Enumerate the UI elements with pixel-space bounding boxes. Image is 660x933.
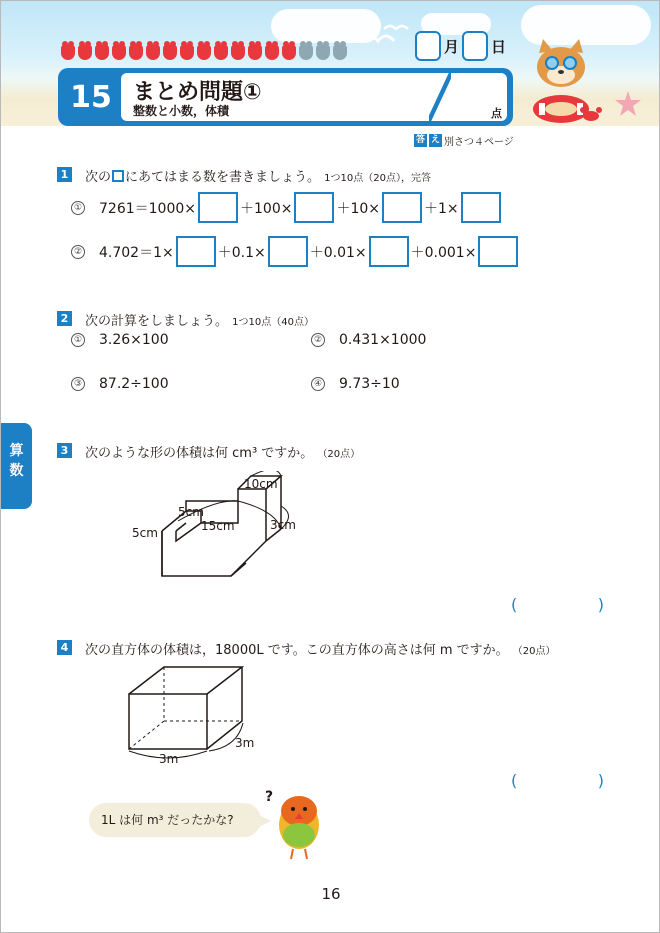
day-box[interactable] <box>462 31 488 61</box>
paren-close: ) <box>597 771 604 790</box>
q2-item-2 <box>311 332 426 348</box>
q1-2-term3: ＋0.001× <box>410 244 477 261</box>
q1-2-expr: 4.702＝1× <box>99 244 174 261</box>
progress-heart-icon <box>163 45 177 60</box>
hint-text: 1L は何 m³ だったかな? <box>101 813 234 827</box>
q3-label-10cm: 10cm <box>244 477 278 491</box>
q4-cuboid-figure <box>119 661 269 766</box>
q1-text <box>85 166 431 185</box>
date-field[interactable] <box>415 31 509 61</box>
score-divider <box>429 73 451 121</box>
progress-heart-icon <box>299 45 313 60</box>
q1-number: 1 <box>57 167 72 182</box>
answer-box[interactable] <box>176 236 216 267</box>
q3-answer-field[interactable] <box>511 595 604 614</box>
q1-1-expr: 7261＝1000× <box>99 200 196 217</box>
question-mark: ? <box>265 789 274 805</box>
q2-text-main: 次の計算をしましょう。 <box>85 314 229 329</box>
q2-4-expr: 9.73÷10 <box>339 376 400 392</box>
item-mark: ① <box>71 333 85 347</box>
q2-points: 1つ10点（40点） <box>232 317 314 328</box>
q2-number: 2 <box>57 311 72 326</box>
answer-box[interactable] <box>198 192 238 223</box>
answer-box[interactable] <box>294 192 334 223</box>
q4-label-width: 3m <box>159 752 179 766</box>
answer-box[interactable] <box>461 192 501 223</box>
q1-text-b: にあてはまる数を書きましょう。 <box>125 170 321 185</box>
progress-heart-icon <box>214 45 228 60</box>
subject-label: 算数 <box>9 443 24 479</box>
progress-heart-icon <box>146 45 160 60</box>
seagull-icon <box>356 19 416 59</box>
q4-text <box>85 639 556 658</box>
answer-box[interactable] <box>268 236 308 267</box>
q1-2-term1: ＋0.1× <box>217 244 266 261</box>
q1-points: 1つ10点（20点），完答 <box>324 173 431 184</box>
progress-heart-icon <box>333 45 347 60</box>
item-mark: ④ <box>311 377 325 391</box>
q1-1-term1: ＋100× <box>240 200 293 217</box>
q4-label-depth: 3m <box>235 736 255 750</box>
answer-box[interactable] <box>382 192 422 223</box>
q1-2-term2: ＋0.01× <box>309 244 367 261</box>
paren-open: ( <box>511 595 518 614</box>
starfish-icon <box>613 89 643 119</box>
q3-label-5cm-top: 5cm <box>178 505 204 519</box>
progress-heart-icon <box>112 45 126 60</box>
item-mark: ① <box>71 201 85 215</box>
lesson-subtitle: 整数と小数，体積 <box>133 104 230 118</box>
q4-points: （20点） <box>512 646 556 657</box>
progress-heart-icon <box>282 45 296 60</box>
progress-heart-icon <box>197 45 211 60</box>
bird-mascot-icon <box>261 781 331 861</box>
q4-text-main: 次の直方体の体積は，18000L です。この直方体の高さは何 m ですか。 <box>85 643 509 658</box>
subject-tab <box>1 423 32 509</box>
q2-2-expr: 0.431×1000 <box>339 332 427 348</box>
q3-label-3cm: 3cm <box>270 518 296 532</box>
q2-item-4 <box>311 376 400 392</box>
q1-1-term2: ＋10× <box>336 200 380 217</box>
blank-square-icon <box>112 170 124 182</box>
day-label: 日 <box>491 37 507 56</box>
q4-number: 4 <box>57 640 72 655</box>
answer-reference <box>414 133 514 148</box>
lesson-number: 15 <box>70 80 112 115</box>
progress-heart-icon <box>316 45 330 60</box>
progress-heart-icon <box>265 45 279 60</box>
q1-item-1 <box>71 192 503 223</box>
progress-heart-icon <box>95 45 109 60</box>
q2-item-1 <box>71 332 169 348</box>
progress-heart-icon <box>61 45 75 60</box>
q1-item-2 <box>71 236 520 267</box>
q3-number: 3 <box>57 443 72 458</box>
item-mark: ② <box>311 333 325 347</box>
month-label: 月 <box>444 37 460 56</box>
progress-heart-icon <box>180 45 194 60</box>
q3-points: （20点） <box>317 449 361 460</box>
q2-3-expr: 87.2÷100 <box>99 376 169 392</box>
paren-close: ) <box>597 595 604 614</box>
progress-hearts <box>61 45 347 60</box>
month-box[interactable] <box>415 31 441 61</box>
q2-1-expr: 3.26×100 <box>99 332 169 348</box>
q1-1-term3: ＋1× <box>424 200 459 217</box>
progress-heart-icon <box>248 45 262 60</box>
answer-tag-2: え <box>430 135 440 145</box>
progress-heart-icon <box>78 45 92 60</box>
answer-page: 別さつ４ページ <box>444 137 514 148</box>
q3-label-15cm: 15cm <box>201 519 235 533</box>
paren-open: ( <box>511 771 518 790</box>
progress-heart-icon <box>129 45 143 60</box>
q3-label-5cm-side: 5cm <box>132 526 158 540</box>
q1-text-a: 次の <box>85 170 112 185</box>
lesson-title: まとめ問題① <box>133 80 262 105</box>
q3-text <box>85 442 360 461</box>
q3-text-main: 次のような形の体積は何 cm³ ですか。 <box>85 446 314 461</box>
progress-heart-icon <box>231 45 245 60</box>
answer-tag-1: 答 <box>415 135 425 145</box>
answer-box[interactable] <box>478 236 518 267</box>
page-number: 16 <box>321 885 341 903</box>
q2-text <box>85 310 314 329</box>
item-mark: ③ <box>71 377 85 391</box>
item-mark: ② <box>71 245 85 259</box>
q3-l-shape-figure <box>126 471 311 601</box>
score-label: 点 <box>491 107 502 120</box>
q2-item-3 <box>71 376 169 392</box>
hint-bubble <box>89 803 261 837</box>
q4-answer-field[interactable] <box>511 771 604 790</box>
crab-icon <box>579 105 603 123</box>
answer-box[interactable] <box>369 236 409 267</box>
